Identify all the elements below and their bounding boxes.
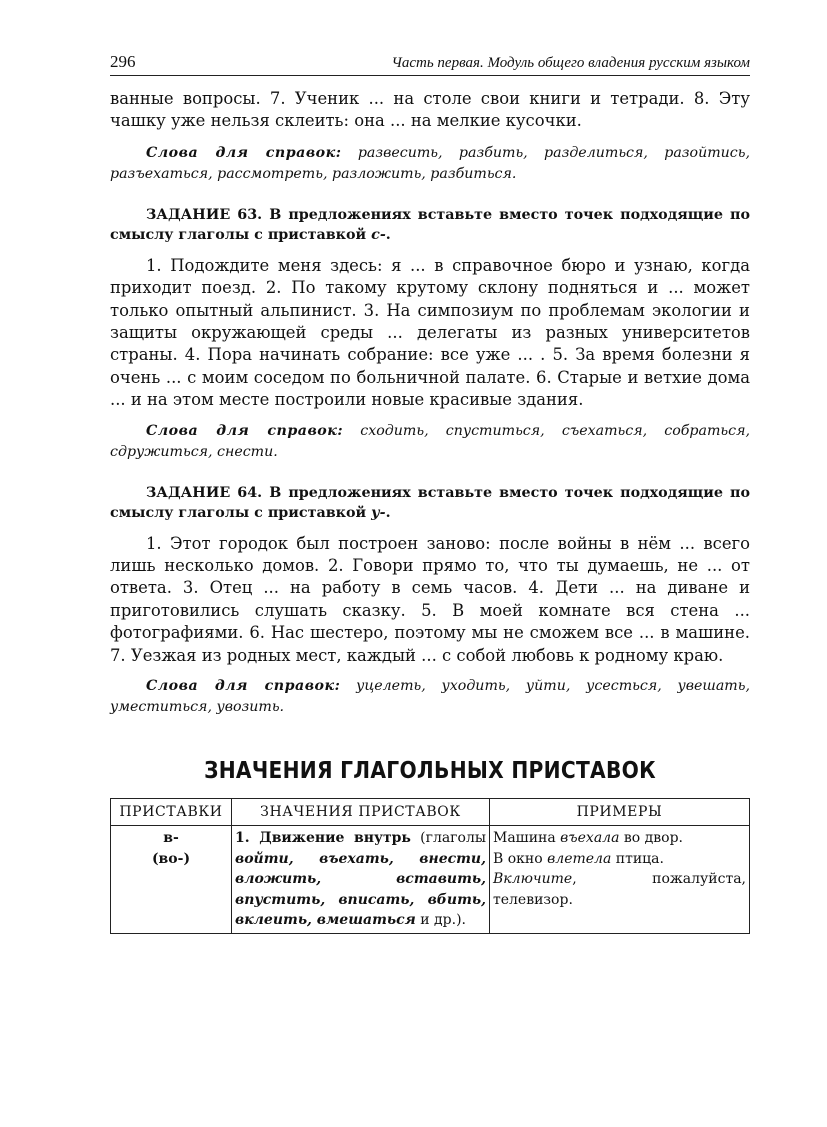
section-title: ЗНАЧЕНИЯ ГЛАГОЛЬНЫХ ПРИСТАВОК (204, 758, 656, 785)
prefix-cell (111, 826, 232, 934)
running-title: Часть первая. Модуль общего владения русским языком (391, 55, 750, 71)
task-64-title (110, 483, 750, 523)
task-title-end: . (385, 226, 391, 243)
example-3 (493, 869, 746, 910)
meaning-cell (232, 826, 490, 934)
page (110, 52, 750, 934)
task-title-text: ЗАДАНИЕ 63. В предложениях вставьте вместо точек подходящие по смыслу глаголы с приставкой (110, 206, 750, 243)
task-title-end: . (385, 504, 391, 521)
task-63-text: 1. Подождите меня здесь: я ... в справочное бюро и узнаю, когда приходит поезд. 2. По такому крутому склону подняться и ... может только опытный альпинист. 3. На симпозиум по проблемам экологии и защиты окружающей среды ... делегаты из разных университетов страны. 4. Пора начинать собрание: все уже ... . 5. За время болезни я очень ... с моим соседом по больничной палате. 6. Старые и ветхие дома ... и на этом месте построили новые красивые здания. (110, 255, 750, 410)
hint-label: Слова для справок: (146, 144, 342, 161)
task-prefix: с- (371, 226, 386, 243)
page-header (110, 52, 750, 76)
task-63-title (110, 205, 750, 245)
prefix: в- (163, 830, 179, 847)
page-number: 296 (110, 52, 136, 71)
example-text: Машина (493, 830, 561, 847)
meaning-close: и др.). (415, 912, 466, 929)
hint-words: развесить, разбить, разделиться, разойтись, разъехаться, рассмотреть, разложить, разбиться. (110, 144, 750, 182)
example-text: В окно (493, 850, 548, 867)
column-header-examples: ПРИМЕРЫ (490, 799, 750, 826)
column-header-prefixes: ПРИСТАВКИ (111, 799, 232, 826)
examples-cell (490, 826, 750, 934)
task-title-text: ЗАДАНИЕ 64. В предложениях вставьте вместо точек подходящие по смыслу глаголы с приставкой (110, 484, 750, 521)
meaning-verbs: войти, въехать, внести, вложить, вставить, впустить, вписать, вбить, вклеить, вмешаться (235, 850, 486, 929)
task-64-text: 1. Этот городок был построен заново: после войны в нём ... всего лишь несколько домов. 2. Говори прямо то, что ты думаешь, не ... от ответа. 3. Отец ... на работу в семь часов. 4. Дети ... на диване и приготовились слушать сказку. 5. В моей комнате вся стена ... фотографиями. 6. Нас шестеро, поэтому мы не сможем все ... в машине. 7. Уезжая из родных мест, каждый ... с собой любовь к родному краю. (110, 533, 750, 665)
hint-label: Слова для справок: (146, 422, 344, 439)
example-verb: влетела (547, 850, 612, 867)
example-text: птица. (611, 850, 664, 867)
example-text: во двор. (619, 830, 683, 847)
column-header-meanings: ЗНАЧЕНИЯ ПРИСТАВОК (232, 799, 490, 826)
example-1 (493, 828, 746, 849)
meaning-title: 1. Движение внутрь (235, 830, 411, 847)
table-row (111, 826, 750, 934)
table-header-row (111, 799, 750, 826)
task-prefix: у- (371, 504, 386, 521)
prefix-table (110, 798, 750, 934)
example-verb: Включите (493, 871, 573, 888)
example-verb: въехала (560, 830, 620, 847)
hint-words: уцелеть, уходить, уйти, усесться, увешать, уместиться, увозить. (110, 678, 750, 716)
hint-words: сходить, спуститься, съехаться, собраться, сдружиться, снести. (110, 422, 750, 460)
prefix-variant: (во-) (151, 850, 191, 867)
hint-words-3 (110, 676, 750, 718)
meaning-open: (глаголы (410, 830, 486, 847)
top-paragraph: ванные вопросы. 7. Ученик ... на столе свои книги и тетради. 8. Эту чашку уже нельзя склеить: она ... на мелкие кусочки. (110, 89, 750, 131)
hint-label: Слова для справок: (146, 678, 341, 695)
example-text: , пожалуйста, телевизор. (493, 871, 746, 908)
hint-words-2 (110, 421, 750, 463)
hint-words-1 (110, 143, 750, 185)
example-2 (493, 849, 746, 870)
